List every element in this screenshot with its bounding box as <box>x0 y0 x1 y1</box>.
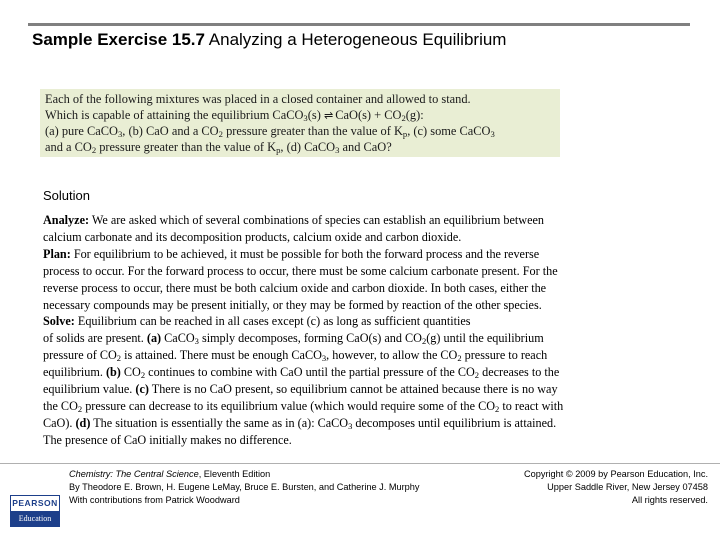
solution-line: calcium carbonate and its decomposition products, calcium oxide and carbon dioxide. <box>43 229 462 244</box>
book-edition: , Eleventh Edition <box>198 469 271 479</box>
pearson-logo <box>10 495 60 527</box>
title-prefix: Sample Exercise <box>32 30 168 49</box>
logo-bottom-text: Education <box>11 511 59 526</box>
logo-top-text: PEARSON <box>11 496 59 511</box>
book-authors: By Theodore E. Brown, H. Eugene LeMay, Bruce E. Bursten, and Catherine J. Murphy <box>69 482 420 492</box>
solution-line: CaO). (d) The situation is essentially the same as in (a): CaCO$_3$ decomposes until equilibrium is attained. <box>43 415 557 431</box>
solution-body <box>43 212 643 449</box>
solution-line: pressure of $CO_2$ is attained. There must be enough CaCO$_3$, however, to allow the $CO_2$ pressure to reach <box>43 348 548 364</box>
page-title <box>32 30 506 50</box>
equilibrium-arrows-icon: ⇌ <box>323 109 333 122</box>
problem-statement <box>40 89 560 157</box>
title-number: 15.7 <box>171 30 205 49</box>
footer-book-info <box>69 468 420 507</box>
solution-line: Analyze: We are asked which of several combinations of species can establish an equilibrium between <box>43 213 545 227</box>
problem-line-1: Each of the following mixtures was placed in a closed container and allowed to stand. <box>45 92 471 106</box>
solution-heading: Solution <box>43 188 90 203</box>
problem-line-3: (a) pure CaCO$_3$, (b) CaO and a $CO_2$ pressure greater than the value of $K_p$, (c) some CaCO$_3$ <box>45 124 495 140</box>
footer-rule <box>0 463 720 464</box>
solution-line: necessary compounds may be present initially, or they may be formed by reaction of the other species. <box>43 297 542 312</box>
footer-copyright <box>524 468 708 507</box>
rights-line: All rights reserved. <box>631 495 708 505</box>
top-rule <box>28 23 690 26</box>
solution-line: process to occur. For the forward process to occur, there must be some calcium carbonate present. For the <box>43 263 558 278</box>
solution-line: equilibrium. (b) $CO_2$ continues to combine with CaO until the partial pressure of the $CO_2$ decreases to the <box>43 365 560 381</box>
problem-line-2: Which is capable of attaining the equilibrium CaCO$_3$(s) ⇌ $CaO(s) + CO_2(g)$: <box>45 107 424 123</box>
solution-line: equilibrium value. (c) There is no CaO present, so equilibrium cannot be attained because there is no way <box>43 382 558 397</box>
copyright-line: Copyright © 2009 by Pearson Education, Inc. <box>524 469 708 479</box>
title-text: Analyzing a Heterogeneous Equilibrium <box>208 30 507 49</box>
solution-line: reverse process to occur, there must be both calcium oxide and carbon dioxide. In both cases, either the <box>43 280 547 295</box>
problem-line-4: and a $CO_2$ pressure greater than the value of $K_p$, (d) CaCO$_3$ and CaO? <box>45 139 392 155</box>
book-contributions: With contributions from Patrick Woodward <box>69 495 240 505</box>
address-line: Upper Saddle River, New Jersey 07458 <box>547 482 708 492</box>
solution-line: the $CO_2$ pressure can decrease to its equilibrium value (which would require some of the $CO_2$ to react with <box>43 398 564 415</box>
solution-line: Solve: Equilibrium can be reached in all cases except (c) as long as sufficient quantities <box>43 314 471 329</box>
solution-line: of solids are present. (a) CaCO$_3$ simply decomposes, forming CaO(s) and $CO_2(g)$ until the equilibrium <box>43 331 544 347</box>
solution-line: Plan: For equilibrium to be achieved, it must be possible for both the forward process and the reverse <box>43 246 540 261</box>
book-title-line <box>69 468 420 481</box>
solution-line: The presence of CaO initially makes no difference. <box>43 432 292 447</box>
book-title: Chemistry: The Central Science <box>69 469 199 479</box>
